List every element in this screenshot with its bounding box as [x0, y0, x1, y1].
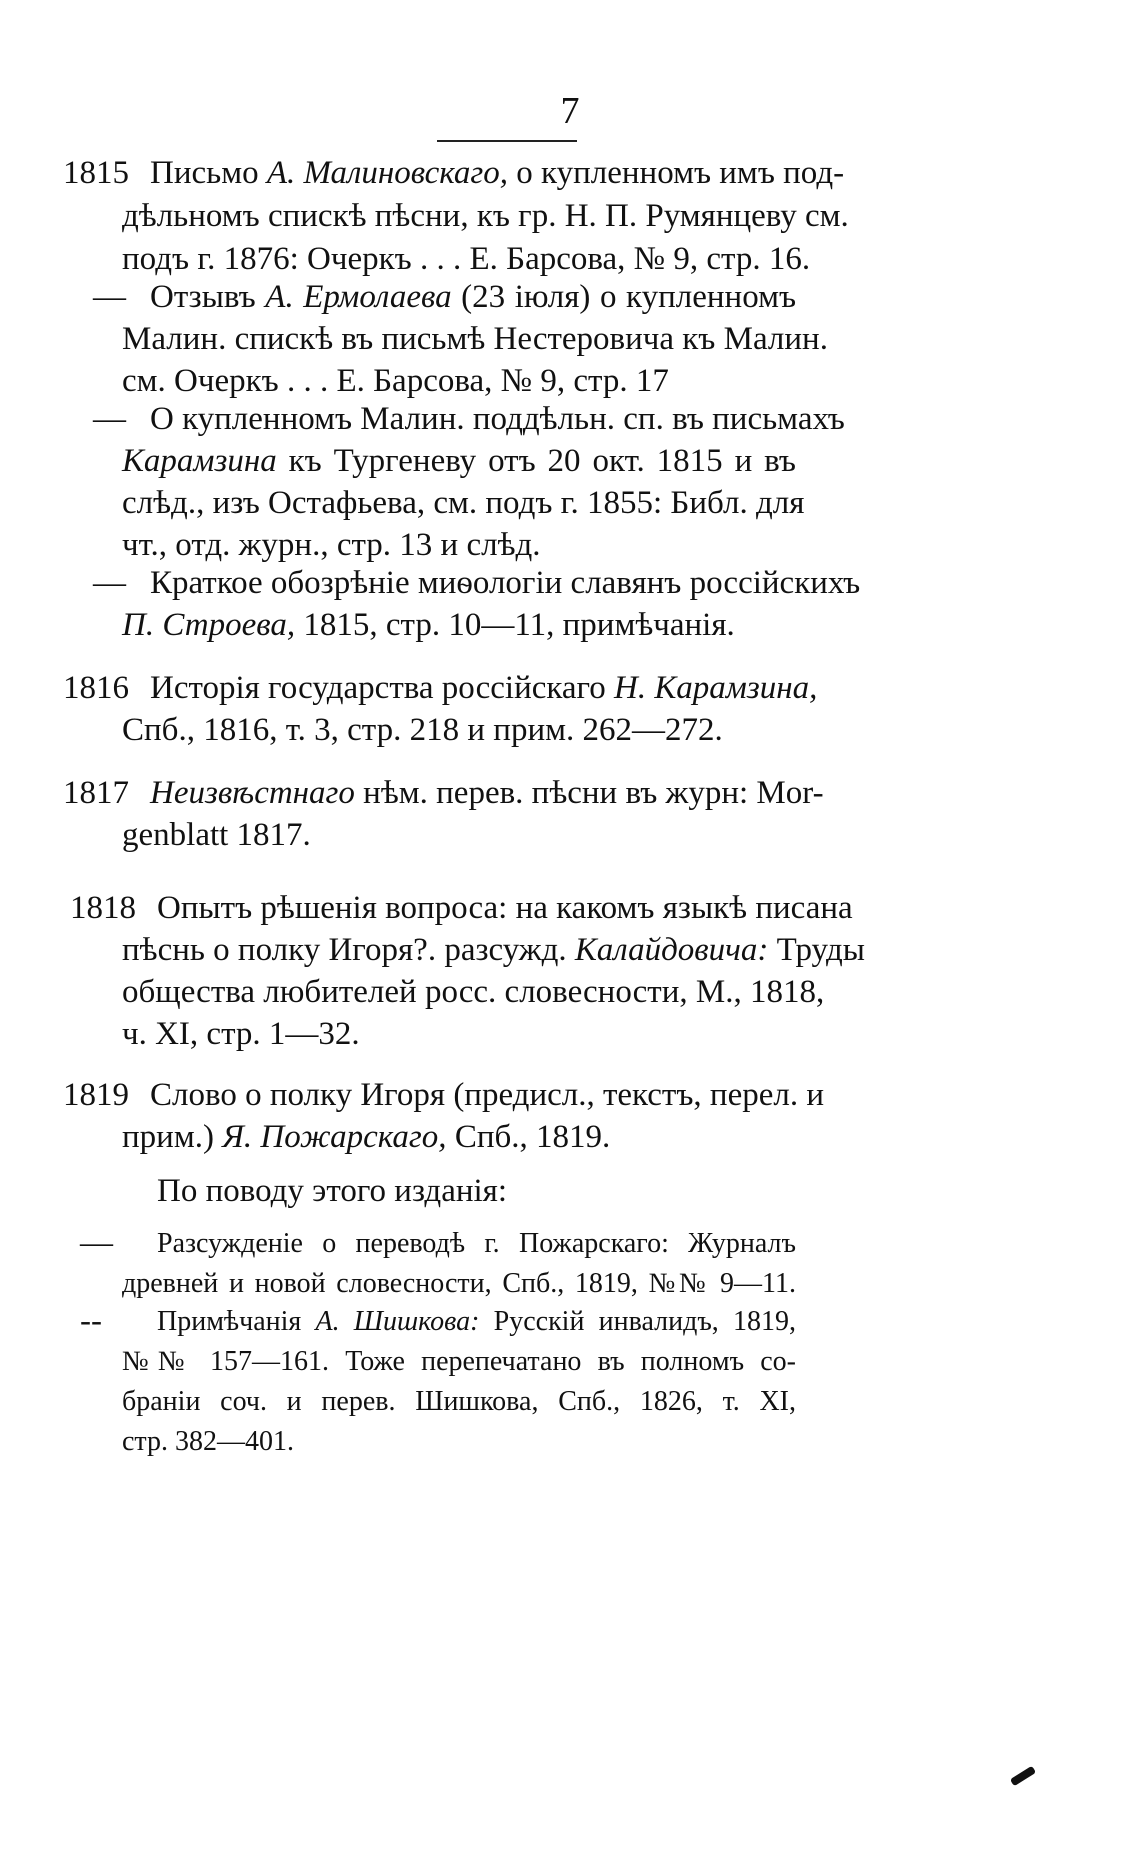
entry-line: браніи соч. и перев. Шишкова, Спб., 1826, т. XI, [122, 1386, 796, 1417]
entry-line: Отзывъ А. Ермолаева (23 іюля) о купленномъ [150, 279, 797, 315]
entry-line: Исторія государства россійскаго Н. Карамзина, [150, 670, 818, 706]
continuation-dash: — [93, 565, 126, 601]
entry-line: стр. 382—401. [122, 1426, 295, 1457]
entry-line: ч. XI, стр. 1—32. [122, 1016, 360, 1052]
continuation-dash: — [80, 1225, 113, 1261]
entry-line: см. Очеркъ . . . Е. Барсова, № 9, стр. 17 [122, 363, 669, 399]
entry-line: общества любителей росс. словесности, М., 1818, [122, 974, 825, 1010]
entry-line: П. Строева, 1815, стр. 10—11, примѣчанія. [122, 607, 735, 643]
entry-line: Спб., 1816, т. 3, стр. 218 и прим. 262—272. [122, 712, 723, 748]
entry-line: Неизвѣстнаго нѣм. перев. пѣсни въ журн: Mor- [150, 775, 824, 811]
entry-line: genblatt 1817. [122, 817, 311, 853]
entry-line: Малин. спискѣ въ письмѣ Нестеровича къ Малин. [122, 321, 828, 357]
entry-line: дѣльномъ спискѣ пѣсни, къ гр. Н. П. Румянцеву см. [122, 198, 849, 234]
entry-line: Слово о полку Игоря (предисл., текстъ, перел. и [150, 1077, 824, 1113]
section-subheading: По поводу этого изданія: [157, 1173, 508, 1209]
ink-mark [1010, 1766, 1036, 1787]
entry-line: Примѣчанія А. Шишкова: Русскій инвалидъ, 1819, [157, 1306, 797, 1337]
entry-line: О купленномъ Малин. поддѣльн. сп. въ письмахъ [150, 401, 845, 437]
page-number: 7 [560, 90, 580, 132]
year-label: 1819 [63, 1077, 129, 1113]
entry-line: Письмо А. Малиновскаго, о купленномъ имъ под- [150, 155, 845, 191]
entry-line: прим.) Я. Пожарскаго, Спб., 1819. [122, 1119, 611, 1155]
entry-line: Карамзина къ Тургеневу отъ 20 окт. 1815 и въ [122, 443, 796, 479]
entry-line: древней и новой словесности, Спб., 1819, №№ 9—11. [122, 1268, 796, 1299]
continuation-dash: — [93, 279, 126, 315]
year-label: 1815 [63, 155, 129, 191]
continuation-dash: -- [80, 1303, 102, 1339]
continuation-dash: — [93, 401, 126, 437]
entry-line: слѣд., изъ Остафьева, см. подъ г. 1855: Библ. для [122, 485, 805, 521]
year-label: 1817 [63, 775, 129, 811]
entry-line: подъ г. 1876: Очеркъ . . . Е. Барсова, № 9, стр. 16. [122, 241, 811, 277]
entry-line: №№ 157—161. Тоже перепечатано въ полномъ со- [122, 1346, 796, 1377]
entry-line: Опытъ рѣшенія вопроса: на какомъ языкѣ писана [157, 890, 853, 926]
entry-line: чт., отд. журн., стр. 13 и слѣд. [122, 527, 541, 563]
year-label: 1818 [70, 890, 136, 926]
year-label: 1816 [63, 670, 129, 706]
entry-line: Разсужденіе о переводѣ г. Пожарскаго: Журналъ [157, 1228, 796, 1259]
page-number-rule [437, 140, 577, 142]
entry-line: пѣснь о полку Игоря?. разсужд. Калайдовича: Труды [122, 932, 865, 968]
entry-line: Краткое обозрѣніе миѳологіи славянъ россійскихъ [150, 565, 861, 601]
